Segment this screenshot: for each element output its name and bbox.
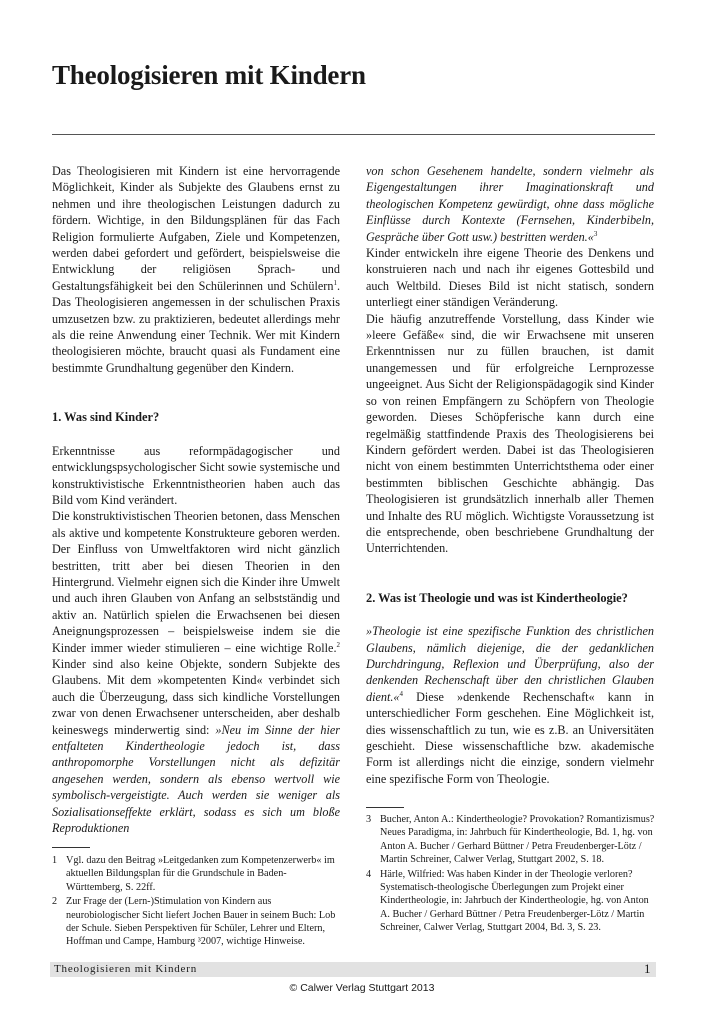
quote-text: von schon Gesehenem handelte, sondern vielmehr als Eigengestaltungen ihrer Imaginationskraft und theologischen Kompetenz gewürdigt, ohne dass mögliche Einflüsse durch Kontexte (Fernsehen, Kinderbibeln, Gespräche über Gott usw.) bestritten werden.«: [366, 164, 654, 244]
intro-text: Das Theologisieren mit Kindern ist eine hervorragende Möglichkeit, Kinder als Subjekte des Glaubens ernst zu nehmen und ihre theologischen Leistungen dadurch zu fördern. Wichtige, in den Bildungsplänen für das Fach Religion formulierte Aufgaben, Ziele und Kompetenzen, werden dabei gefordert und gefördert, beispielsweise die Entwicklung der religiösen Sprach- und Gestaltungsfähigkeit bei den Schülerinnen und Schülern: [52, 164, 340, 293]
footnote-number: 4: [366, 868, 372, 880]
paragraph-text: Diese »denkende Rechenschaft« kann in unterschiedlicher Form geschehen. Eine Möglichkeit ist, dies wissenschaftlich zu tun, wie es z.B. an Universitäten geschieht. Diese wissenschaftliche bzw. akademische Form ist allerdings nicht die einzige, sondern vielmehr eine spezifische Form von Theologie.: [366, 689, 654, 786]
paragraph: [366, 623, 654, 787]
section-heading-1: 1. Was sind Kinder?: [52, 410, 160, 425]
footnote: [366, 868, 656, 935]
footnote-divider: [52, 847, 90, 848]
footnote-ref-4[interactable]: 4: [399, 689, 404, 698]
footnote-number: 1: [52, 855, 58, 866]
footnote: [366, 813, 656, 867]
page-number: 1: [644, 961, 651, 976]
paragraph-text: Kinder sind also keine Objekte, sondern Subjekte des Glaubens. Mit dem »kompetenten Kind« verbindet sich auch die Überzeugung, dass sich kindliche Vorstellungen zwar von denen Erwachsener unterscheiden, aber deshalb keineswegs minderwertig sind:: [52, 656, 340, 737]
intro-text-cont: . Das Theologisieren angemessen in der schulischen Praxis umzusetzen bzw. zu praktizieren, bedeutet allerdings mehr als die reine Anwendung einer Technik. Wer mit Kindern theologisieren möchte, braucht quasi als Fundament eine bestimmte Grundhaltung gegenüber den Kindern.: [52, 278, 340, 375]
section-heading-2: 2. Was ist Theologie und was ist Kindertheologie?: [366, 590, 628, 605]
quote-text: »Neu im Sinne der hier entfalteten Kindertheologie jedoch ist, dass anthropomorphe Vorstellungen nicht als defizitär angesehen werden, sondern als ebenso wertvoll wie symbolisch-vergeistigte. Auch werden sie weniger als Sozialisationseffekte erklärt, sodass es sich um bloße Reproduktionen: [52, 722, 341, 836]
footer-title: Theologisieren mit Kindern: [54, 963, 197, 975]
footnote-number: 2: [52, 896, 58, 908]
quote-text: »Theologie ist eine spezifische Funktion des christlichen Glaubens, nämlich diejenige, die der gedanklichen Durchdringung, Reflexion und Überprüfung, also der denkenden Rechenschaft über den christlichen Glauben dient.«: [366, 624, 654, 704]
paragraph-text: Die konstruktivistischen Theorien betonen, dass Menschen als aktive und kompetente Konstrukteure geboren werden. Der Einfluss von Umweltfaktoren wird nicht gänzlich bestritten, tritt aber bei diesen Theorien in den Hintergrund. Vielmehr eignen sich die Kinder ihre Umwelt und auch ihren Glauben von Anfang an selbstständig und aktiv an. Natürlich spielen die Erwachsenen bei diesen Aneignungsprozessen – beispielsweise indem sie die Kinder immer wieder stimulieren – eine wichtige Rolle.: [52, 509, 340, 655]
title-divider: [52, 134, 655, 135]
paragraph: Erkenntnisse aus reformpädagogischer und entwicklungspsychologischer Sicht sowie systemische und konstruktivistische Erkenntnistheorien haben auch das Bild vom Kind verändert.: [52, 443, 340, 507]
footnote-text: Zur Frage der (Lern-)Stimulation von Kindern aus neurobiologischer Sicht liefert Jochen Bauer in seinem Buch: Lob der Schule. Sieben Perspektiven für Schüler, Lehrer und Eltern, Hoffman und Campe, Hamburg ³2007, wichtige Hinweise.: [66, 896, 336, 948]
footnote-number: 3: [366, 814, 372, 825]
paragraph: [52, 508, 340, 836]
footnote-text: Vgl. dazu den Beitrag »Leitgedanken zum Kompetenzerwerb« im aktuellen Bildungsplan für die Grundschule in Baden-Württemberg, S. 22ff.: [66, 855, 335, 893]
footnote-text: Härle, Wilfried: Was haben Kinder in der Theologie verloren? Systematisch-theologische Überlegungen zum Projekt einer Kindertheologie, in: Jahrbuch der Kindertheologie, hg. von Anton A. Bucher / Gerhard Büttner / Petra Freudenberger-Lötz / Martin Schreiner, Calwer Verlag, Stuttgart 2004, Bd. 3, S. 23.: [380, 868, 649, 934]
paragraph: Die häufig anzutreffende Vorstellung, dass Kinder wie »leere Gefäße« sind, die wir Erwachsene mit unseren Erkenntnissen nur zu füllen brauchen, ist damit unangemessen und für erfolgreiche Lernprozesse ungeeignet. Aus Sicht der Religionspädagogik sind Kinder so von reinen Empfängern zu Schöpfern von Theologie geworden. Dieses Schöpferische kann durch eine regelmäßig stattfindende Praxis des Theologisierens bei Kindern gefördert werden. Dabei ist das Theologisieren nicht von einem bestimmten Unterrichtsthema oder einer bestimmten biblischen Geschichte abhängig. Das Theologisieren ist grundsätzlich innerhalb aller Themen und Inhalte des RU möglich. Wichtigste Voraussetzung ist die entsprechende, oben beschriebene Grundhaltung der Unterrichtenden.: [366, 311, 654, 556]
page-title: Theologisieren mit Kindern: [52, 60, 366, 90]
copyright-notice: © Calwer Verlag Stuttgart 2013: [289, 982, 435, 994]
footnote: [52, 854, 342, 894]
footnotes-right: [366, 813, 656, 936]
paragraph: Kinder entwickeln ihre eigene Theorie des Denkens und konstruieren nach und nach ihr eigenes Gottesbild und auch Weltbild. Dieses Bild ist nicht statisch, sondern unterliegt einer ständigen Veränderung.: [366, 246, 654, 310]
footnote-ref-1[interactable]: 1: [333, 278, 337, 287]
quote-paragraph: [366, 163, 654, 245]
intro-paragraph: [52, 163, 340, 376]
footnote-text: Bucher, Anton A.: Kindertheologie? Provokation? Romantizismus? Neues Paradigma, in: Jahrbuch für Kindertheologie, Bd. 1, hg. von Anton A. Bucher / Gerhard Büttner / Petra Freudenberger-Lötz / Martin Schreiner, Calwer Verlag, Stuttgart 2002, S. 18.: [380, 814, 655, 866]
footnotes-left: [52, 854, 342, 950]
footnote-ref-2[interactable]: 2: [336, 640, 340, 649]
footnote-divider: [366, 807, 404, 808]
footnote-ref-3[interactable]: 3: [593, 229, 598, 238]
left-column: [52, 163, 340, 836]
right-column: [366, 163, 654, 787]
footnote: [52, 895, 342, 949]
